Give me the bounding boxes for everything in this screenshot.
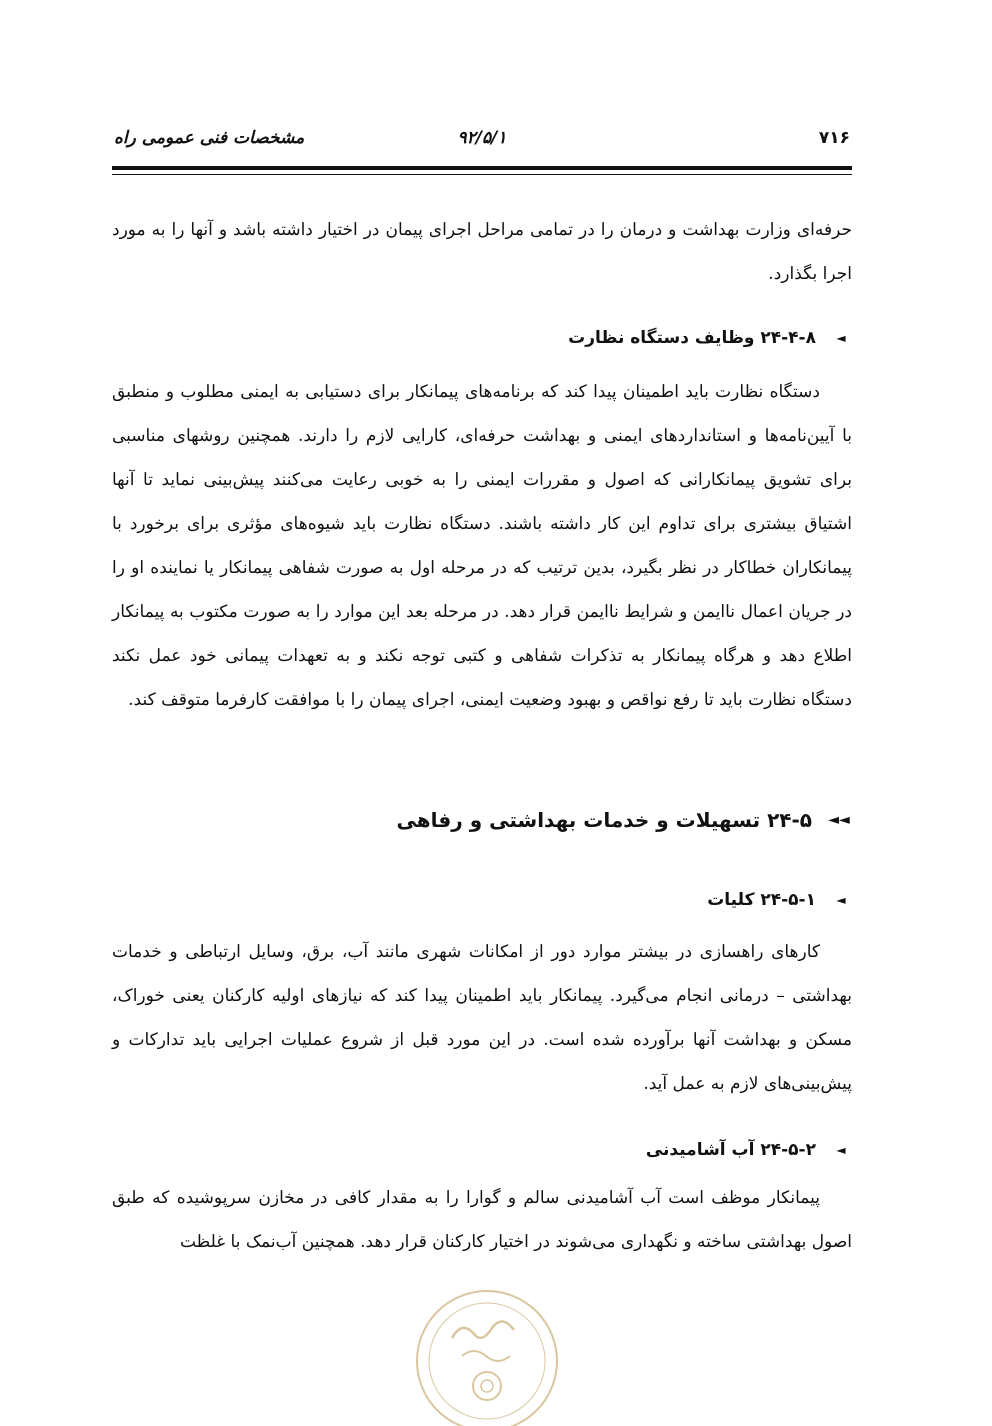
header-title: مشخصات فنی عمومی راه [114,128,305,148]
page-header [112,128,852,158]
section-heading-text: ۲۴-۵-۲ آب آشامیدنی [645,1140,816,1160]
section-heading-24-5 [112,800,852,840]
section-heading-text: ۲۴-۴-۸ وظایف دستگاه نظارت [568,328,816,348]
section-heading-text: ۲۴-۵ تسهیلات و خدمات بهداشتی و رفاهی [396,808,812,832]
header-date: ۹۲/۵/۱ [457,128,507,148]
section-heading-24-4-8 [112,318,852,358]
double-bullet-arrow-icon: ◄◄ [828,812,850,828]
document-page [112,0,852,1388]
header-rule-thick [112,166,852,170]
paragraph-supervision: دستگاه نظارت باید اطمینان پیدا کند که برنامه‌های پیمانکار برای دستیابی به ایمنی مطلوب و منطبق با آیین‌نامه‌ها و استانداردهای ایمنی و بهداشت حرفه‌ای، کارایی لازم را دارند. همچنین روشهای مناسبی برای تشویق پیمانکارانی که اصول و مقررات ایمنی را به خوبی رعایت می‌کنند پیش‌بینی نماید تا آنها اشتیاق بیشتری برای تداوم این کار داشته باشند. دستگاه نظارت باید شیوه‌های مؤثری برای برخورد با پیمانکاران خطاکار در نظر بگیرد، بدین ترتیب که در مرحله اول به صورت شفاهی پیمانکار یا نماینده او را در جریان اعمال ناایمن و شرایط ناایمن قرار دهد. در مرحله بعد این موارد را به صورت مکتوب به پیمانکار اطلاع دهد و هرگاه پیمانکار به تذکرات شفاهی و کتبی توجه نکند و به تعهدات پیمانی خود عمل نکند دستگاه نظارت باید تا رفع نواقص و بهبود وضعیت ایمنی، اجرای پیمان را با موافقت کارفرما متوقف کند. [112,382,852,710]
paragraph-intro: حرفه‌ای وزارت بهداشت و درمان را در تمامی مراحل اجرای پیمان در اختیار داشته باشد و آنها را به مورد اجرا بگذارد. [112,220,852,284]
bullet-arrow-icon: ◄ [836,1143,846,1157]
page-number: ۷۱۶ [818,128,850,148]
paragraph-water: پیمانکار موظف است آب آشامیدنی سالم و گوارا را به مقدار کافی در مخازن سرپوشیده که طبق اصول بهداشتی ساخته و نگهداری می‌شوند در اختیار کارکنان قرار دهد. همچنین آب‌نمک با غلظت [112,1188,852,1252]
seal-watermark-icon [402,1276,572,1426]
section-heading-text: ۲۴-۵-۱ کلیات [707,890,816,910]
bullet-arrow-icon: ◄ [836,331,846,345]
section-heading-24-5-1 [112,880,852,920]
paragraph-general: کارهای راهسازی در بیشتر موارد دور از امکانات شهری مانند آب، برق، وسایل ارتباطی و خدمات بهداشتی – درمانی انجام می‌گیرد. پیمانکار باید اطمینان پیدا کند که نیازهای اولیه کارکنان یعنی خوراک، مسکن و بهداشت آنها برآورده شده است. در این مورد قبل از شروع عملیات اجرایی باید تدارکات و پیش‌بینی‌های لازم به عمل آید. [112,942,852,1094]
section-heading-24-5-2 [112,1130,852,1170]
header-rule-thin [112,174,852,175]
bullet-arrow-icon: ◄ [836,893,846,907]
